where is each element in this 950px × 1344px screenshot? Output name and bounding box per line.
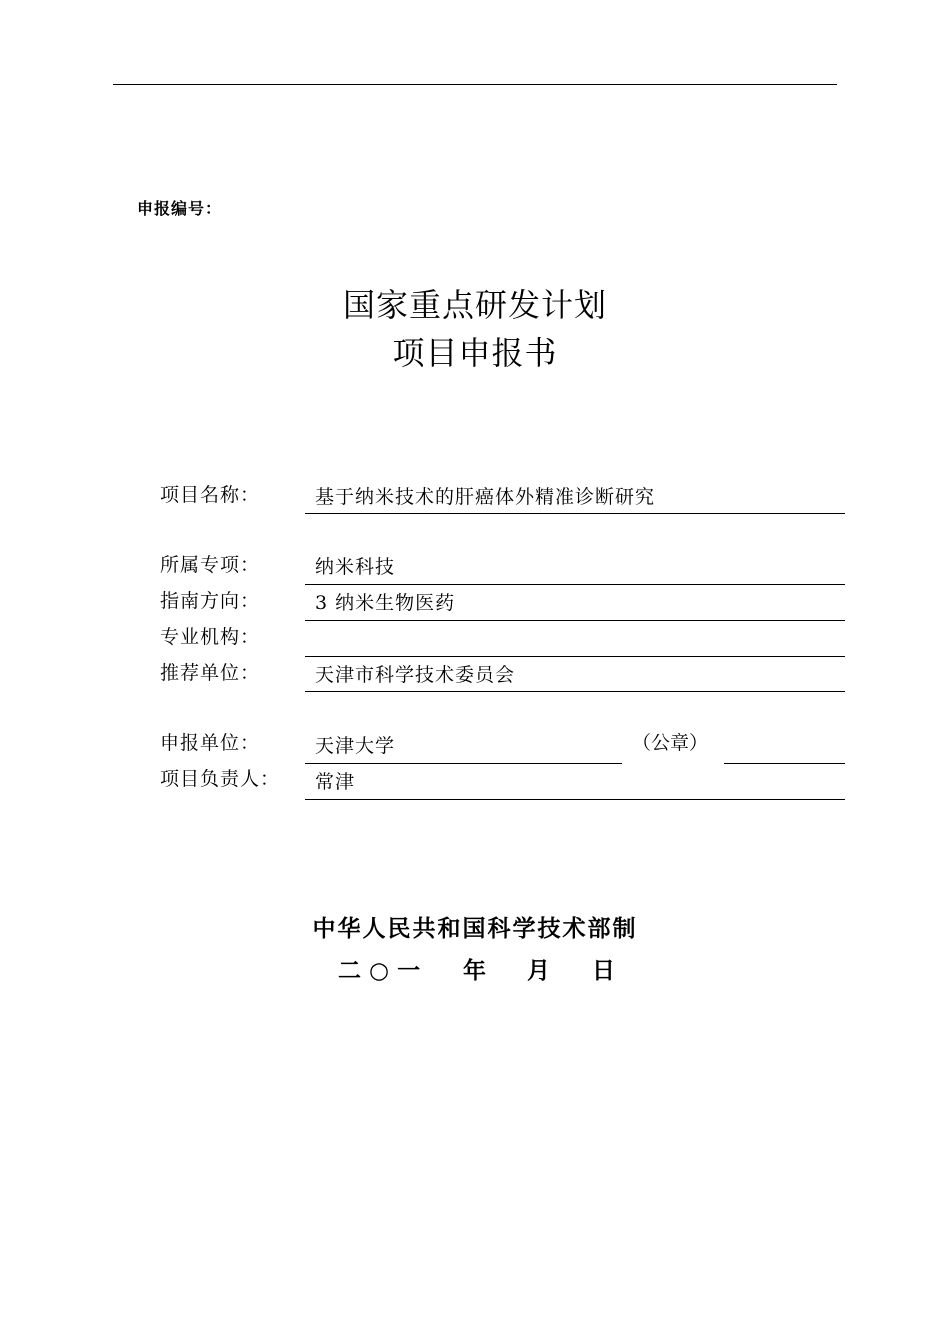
applicant-unit-underline xyxy=(305,763,622,764)
special-program-underline xyxy=(305,584,845,585)
guide-direction-value: 3 纳米生物医药 xyxy=(315,592,456,614)
professional-agency-label: 专业机构： xyxy=(160,626,261,648)
date-month-label: 月 xyxy=(527,958,550,984)
guide-direction-label: 指南方向： xyxy=(160,590,261,612)
project-leader-underline xyxy=(305,799,845,800)
applicant-unit-value: 天津大学 xyxy=(315,735,396,757)
special-program-value: 纳米科技 xyxy=(315,556,396,578)
recommending-unit-value: 天津市科学技术委员会 xyxy=(315,664,516,686)
project-name-underline xyxy=(305,513,845,514)
special-program-label: 所属专项： xyxy=(160,554,261,576)
issuing-organization: 中华人民共和国科学技术部制 xyxy=(312,916,638,942)
seal-underline xyxy=(724,763,845,764)
project-name-value: 基于纳米技术的肝癌体外精准诊断研究 xyxy=(315,486,656,508)
project-leader-label: 项目负责人： xyxy=(160,768,281,790)
applicant-unit-label: 申报单位： xyxy=(160,732,261,754)
official-seal-label: （公章） xyxy=(632,732,709,754)
guide-direction-underline xyxy=(305,620,845,621)
project-leader-value: 常津 xyxy=(315,771,356,793)
date-day-label: 日 xyxy=(592,958,615,984)
document-title: 国家重点研发计划 xyxy=(342,286,607,324)
recommending-unit-label: 推荐单位： xyxy=(160,662,261,684)
date-year-label: 年 xyxy=(463,958,486,984)
project-name-label: 项目名称： xyxy=(160,484,261,506)
document-subtitle: 项目申报书 xyxy=(392,334,558,372)
application-number-label: 申报编号： xyxy=(137,199,223,218)
recommending-unit-underline xyxy=(305,691,845,692)
professional-agency-underline xyxy=(305,656,845,657)
header-rule xyxy=(113,84,837,85)
date-prefix: 二 ○ 一 xyxy=(338,958,421,984)
